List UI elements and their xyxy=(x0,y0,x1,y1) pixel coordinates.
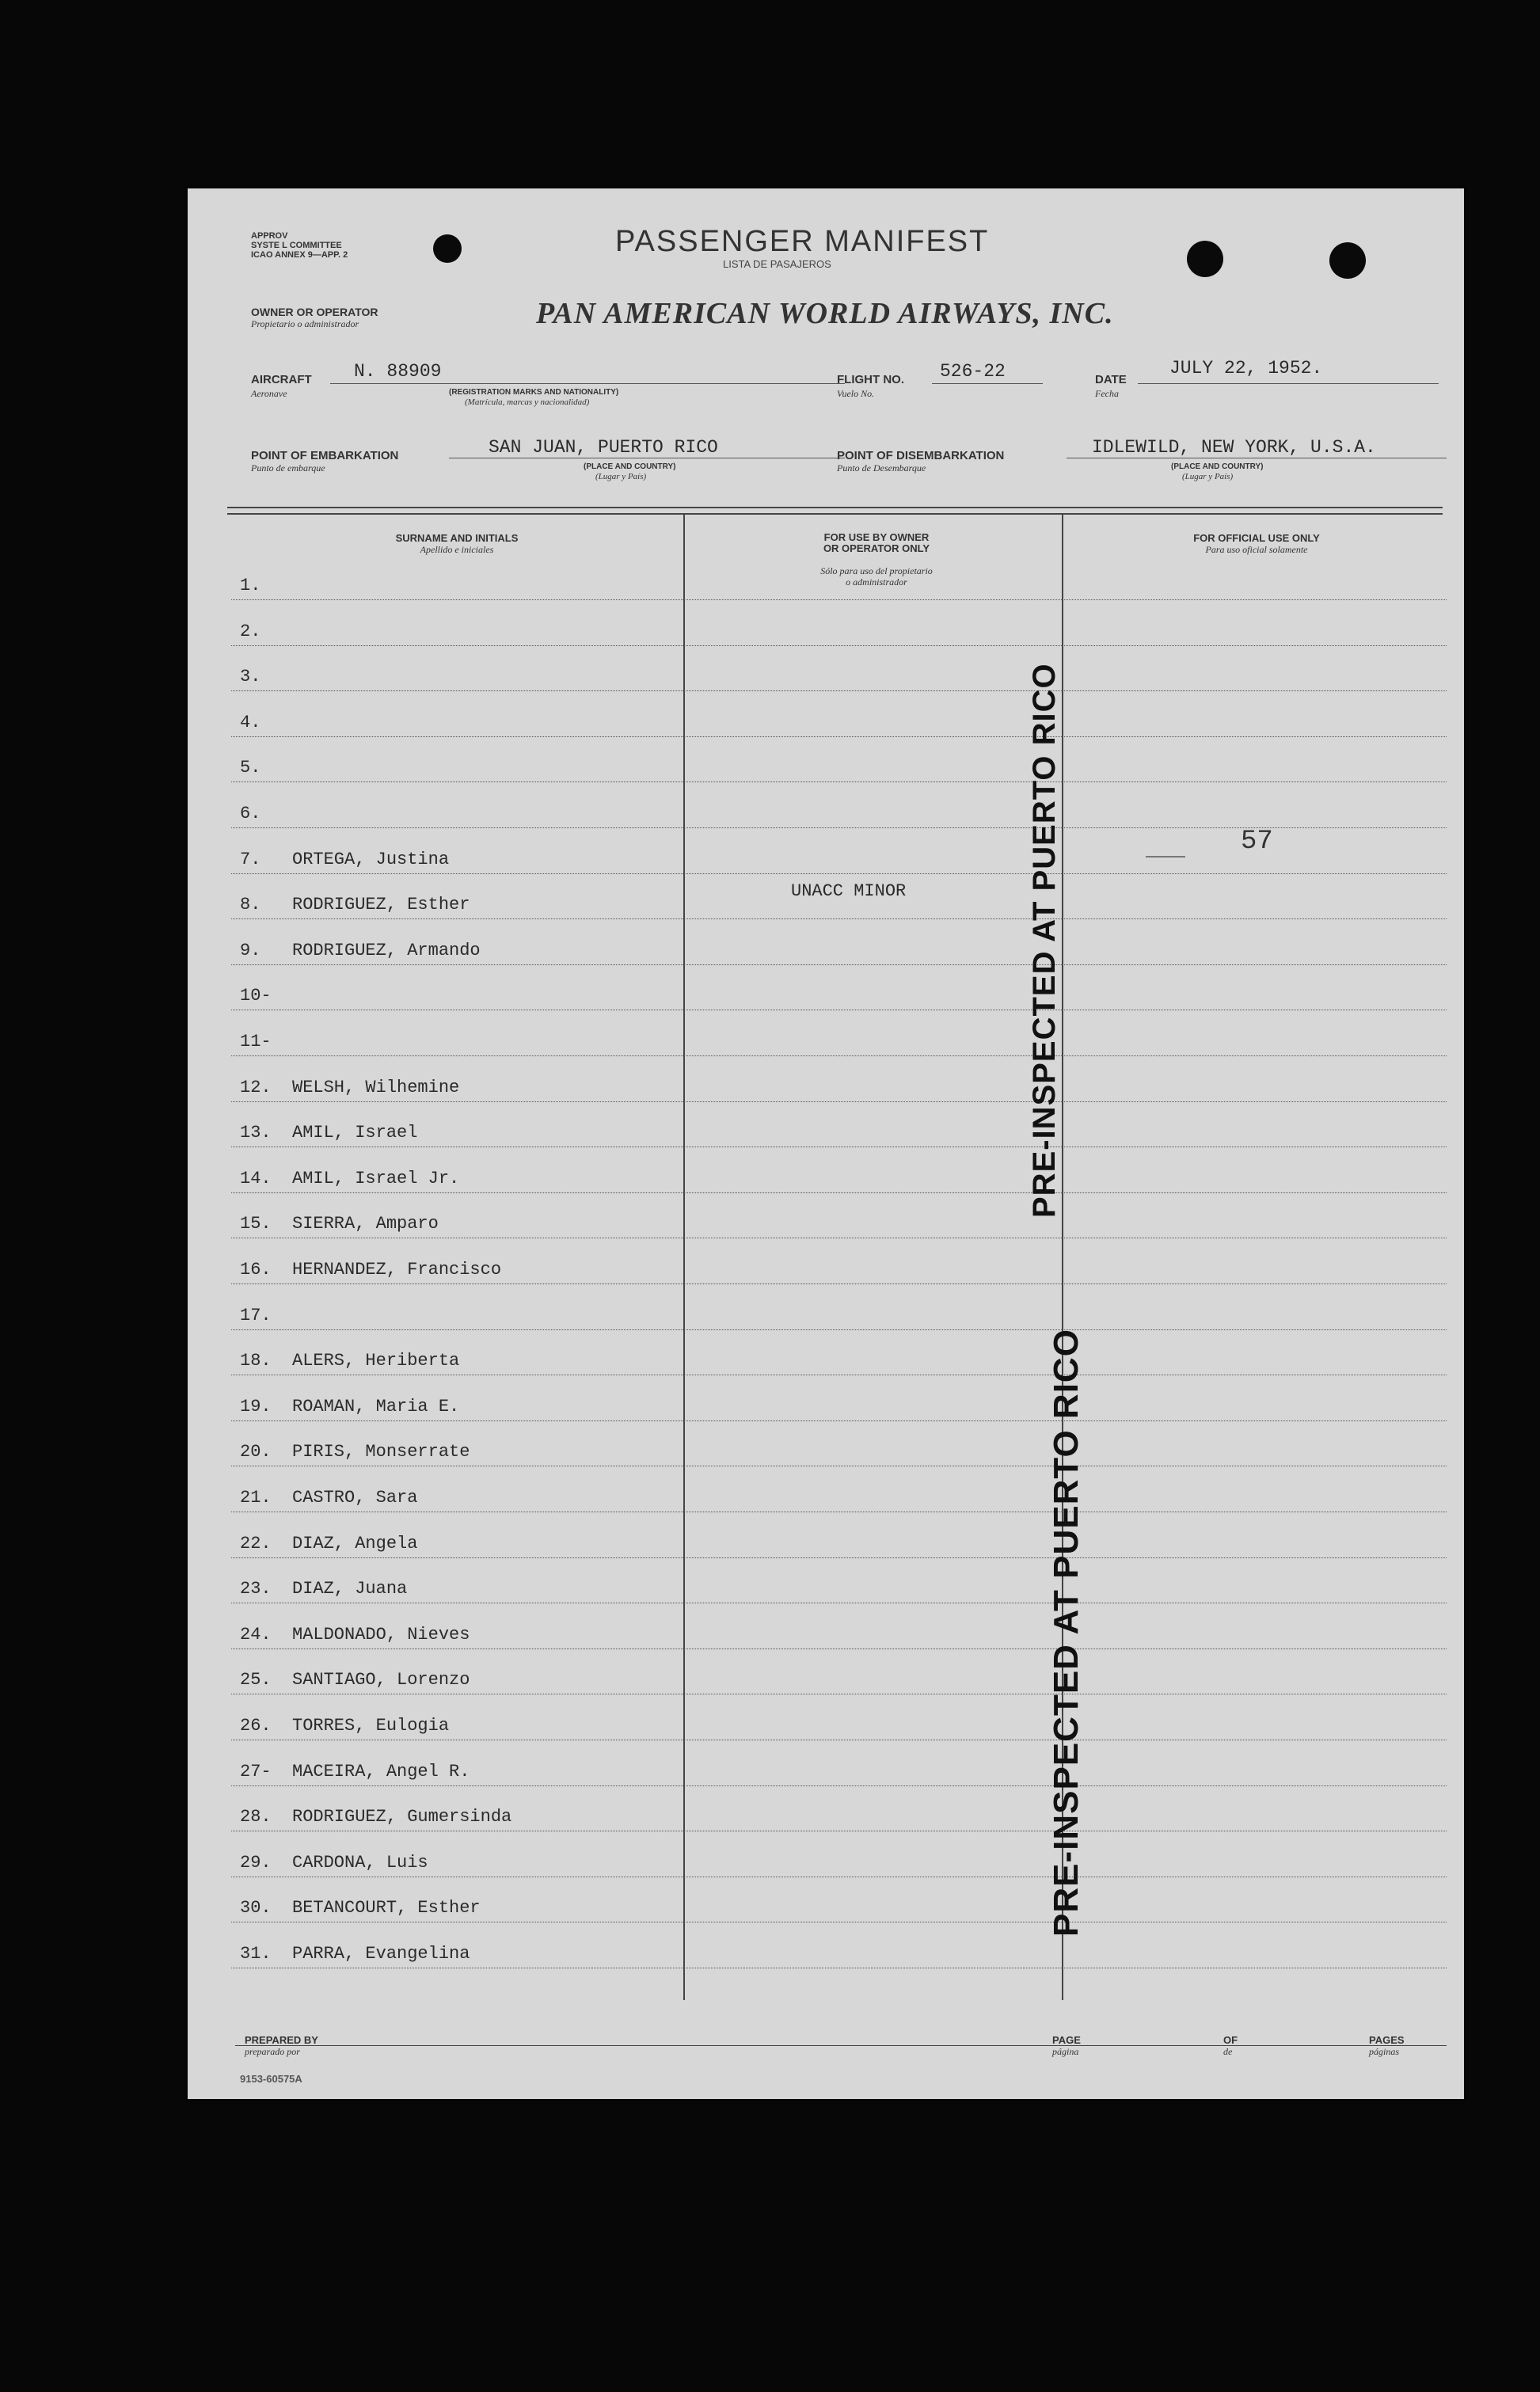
row-number: 25. xyxy=(240,1670,272,1690)
passenger-name: AMIL, Israel xyxy=(292,1123,418,1143)
row-rule xyxy=(231,1101,1447,1102)
row-number: 18. xyxy=(240,1351,272,1371)
row-number: 8. xyxy=(240,895,261,915)
row-number: 9. xyxy=(240,941,261,960)
table-top-rule-2 xyxy=(227,513,1443,515)
passenger-name: ROAMAN, Maria E. xyxy=(292,1397,460,1417)
approval-line-1: APPROV xyxy=(251,231,288,241)
owner-label: OWNER OR OPERATOR xyxy=(251,306,378,318)
date-underline xyxy=(1138,383,1439,384)
official-dash xyxy=(1146,856,1185,858)
row-number: 16. xyxy=(240,1260,272,1280)
column-header-official-label: FOR OFFICIAL USE ONLY xyxy=(1193,532,1320,544)
disembarkation-label-es: Punto de Desembarque xyxy=(837,462,926,473)
row-number: 1. xyxy=(240,576,261,595)
row-rule xyxy=(231,1192,1447,1193)
row-number: 27- xyxy=(240,1762,272,1782)
page-title: PASSENGER MANIFEST xyxy=(615,225,990,258)
aircraft-label: AIRCRAFT xyxy=(251,373,312,386)
row-number: 3. xyxy=(240,667,261,686)
embarkation-note: (PLACE AND COUNTRY) xyxy=(584,462,676,471)
row-number: 10- xyxy=(240,986,272,1006)
owner-note: UNACC MINOR xyxy=(791,881,907,901)
owner-label-es: Propietario o administrador xyxy=(251,318,359,329)
pre-inspected-stamp-2: PRE-INSPECTED AT PUERTO RICO xyxy=(1047,1329,1086,1937)
row-number: 29. xyxy=(240,1853,272,1873)
flight-label-es: Vuelo No. xyxy=(837,388,875,399)
disembarkation-value: IDLEWILD, NEW YORK, U.S.A. xyxy=(1092,437,1376,458)
row-number: 6. xyxy=(240,804,261,823)
pages-label-es: páginas xyxy=(1369,2046,1400,2057)
column-header-owner-label-es: Sólo para uso del propietario o administrador xyxy=(820,565,933,588)
row-rule xyxy=(231,918,1447,919)
row-rule xyxy=(231,736,1447,737)
of-label-es: de xyxy=(1223,2046,1233,2057)
column-header-surname-label: SURNAME AND INITIALS xyxy=(395,532,519,544)
row-number: 24. xyxy=(240,1625,272,1645)
row-rule xyxy=(231,873,1447,874)
passenger-name: PARRA, Evangelina xyxy=(292,1944,470,1964)
aircraft-note: (REGISTRATION MARKS AND NATIONALITY) xyxy=(449,388,619,397)
punch-hole xyxy=(433,234,462,263)
passenger-name: AMIL, Israel Jr. xyxy=(292,1169,460,1188)
passenger-name: DIAZ, Juana xyxy=(292,1579,408,1599)
date-label-es: Fecha xyxy=(1095,388,1119,399)
flight-value: 526-22 xyxy=(940,361,1006,382)
column-header-surname xyxy=(235,533,679,555)
row-number: 5. xyxy=(240,758,261,778)
aircraft-underline xyxy=(330,383,845,384)
row-number: 2. xyxy=(240,622,261,641)
column-header-owner xyxy=(694,521,1059,599)
pages-label: PAGES xyxy=(1369,2034,1405,2046)
column-header-official xyxy=(1067,533,1447,555)
passenger-name: MALDONADO, Nieves xyxy=(292,1625,470,1645)
row-number: 22. xyxy=(240,1534,272,1553)
row-rule xyxy=(231,690,1447,691)
official-number: 57 xyxy=(1241,827,1273,857)
row-rule xyxy=(231,645,1447,646)
row-number: 14. xyxy=(240,1169,272,1188)
row-rule xyxy=(231,964,1447,965)
row-number: 30. xyxy=(240,1898,272,1918)
passenger-name: CASTRO, Sara xyxy=(292,1488,418,1508)
passenger-name: CARDONA, Luis xyxy=(292,1853,428,1873)
punch-hole xyxy=(1329,242,1366,279)
aircraft-label-es: Aeronave xyxy=(251,388,287,399)
row-rule xyxy=(231,1283,1447,1284)
row-number: 4. xyxy=(240,713,261,732)
column-header-owner-label: FOR USE BY OWNER OR OPERATOR ONLY xyxy=(823,531,930,554)
passenger-name: RODRIGUEZ, Armando xyxy=(292,941,481,960)
pre-inspected-stamp-1: PRE-INSPECTED AT PUERTO RICO xyxy=(1027,663,1062,1218)
passenger-name: RODRIGUEZ, Gumersinda xyxy=(292,1807,512,1827)
row-rule xyxy=(231,1785,1447,1786)
row-rule xyxy=(231,599,1447,600)
disembarkation-note: (PLACE AND COUNTRY) xyxy=(1171,462,1264,471)
row-number: 19. xyxy=(240,1397,272,1417)
row-rule xyxy=(231,1557,1447,1558)
row-number: 21. xyxy=(240,1488,272,1508)
passenger-name: SANTIAGO, Lorenzo xyxy=(292,1670,470,1690)
passenger-name: TORRES, Eulogia xyxy=(292,1716,450,1736)
page-label: PAGE xyxy=(1052,2034,1081,2046)
passenger-name: WELSH, Wilhemine xyxy=(292,1078,460,1097)
flight-underline xyxy=(932,383,1043,384)
date-label: DATE xyxy=(1095,373,1127,386)
prepared-by-label: PREPARED BY xyxy=(245,2034,318,2046)
prepared-by-label-es: preparado por xyxy=(245,2046,300,2057)
row-number: 26. xyxy=(240,1716,272,1736)
row-number: 17. xyxy=(240,1306,272,1325)
footer-rule xyxy=(235,2045,1447,2046)
of-label: OF xyxy=(1223,2034,1238,2046)
manifest-sheet xyxy=(188,188,1464,2099)
row-number: 12. xyxy=(240,1078,272,1097)
aircraft-value: N. 88909 xyxy=(354,361,442,382)
date-value: JULY 22, 1952. xyxy=(1169,358,1323,378)
row-rule xyxy=(231,1420,1447,1421)
form-number: 9153-60575A xyxy=(240,2073,302,2085)
passenger-name: MACEIRA, Angel R. xyxy=(292,1762,470,1782)
embarkation-value: SAN JUAN, PUERTO RICO xyxy=(489,437,718,458)
disembarkation-label: POINT OF DISEMBARKATION xyxy=(837,449,1005,462)
row-rule xyxy=(231,1329,1447,1330)
table-top-rule xyxy=(227,507,1443,508)
passenger-name: DIAZ, Angela xyxy=(292,1534,418,1553)
approval-line-2: SYSTE L COMMITTEE xyxy=(251,241,342,250)
aircraft-note-es: (Matrícula, marcas y nacionalidad) xyxy=(465,397,590,407)
passenger-name: HERNANDEZ, Francisco xyxy=(292,1260,502,1280)
passenger-name: PIRIS, Monserrate xyxy=(292,1442,470,1462)
row-number: 23. xyxy=(240,1579,272,1599)
row-number: 28. xyxy=(240,1807,272,1827)
row-number: 11- xyxy=(240,1032,272,1051)
row-number: 13. xyxy=(240,1123,272,1143)
row-rule xyxy=(231,781,1447,782)
row-number: 7. xyxy=(240,850,261,869)
approval-line-3: ICAO ANNEX 9—APP. 2 xyxy=(251,250,348,260)
row-number: 15. xyxy=(240,1214,272,1234)
disembarkation-note-es: (Lugar y País) xyxy=(1182,472,1234,481)
page-label-es: página xyxy=(1052,2046,1079,2057)
flight-label: FLIGHT NO. xyxy=(837,373,904,386)
embarkation-label-es: Punto de embarque xyxy=(251,462,325,473)
passenger-name: ORTEGA, Justina xyxy=(292,850,450,869)
embarkation-label: POINT OF EMBARKATION xyxy=(251,449,399,462)
passenger-name: SIERRA, Amparo xyxy=(292,1214,439,1234)
passenger-name: BETANCOURT, Esther xyxy=(292,1898,481,1918)
passenger-name: ALERS, Heriberta xyxy=(292,1351,460,1371)
row-rule xyxy=(231,1055,1447,1056)
embarkation-note-es: (Lugar y País) xyxy=(595,472,647,481)
row-number: 31. xyxy=(240,1944,272,1964)
row-number: 20. xyxy=(240,1442,272,1462)
owner-value: PAN AMERICAN WORLD AIRWAYS, INC. xyxy=(536,297,1114,330)
page-subtitle: LISTA DE PASAJEROS xyxy=(723,258,831,270)
column-divider-1 xyxy=(683,515,685,2000)
column-header-official-label-es: Para uso oficial solamente xyxy=(1205,544,1308,555)
column-header-surname-label-es: Apellido e iniciales xyxy=(420,544,494,555)
punch-hole xyxy=(1187,241,1223,277)
passenger-name: RODRIGUEZ, Esther xyxy=(292,895,470,915)
